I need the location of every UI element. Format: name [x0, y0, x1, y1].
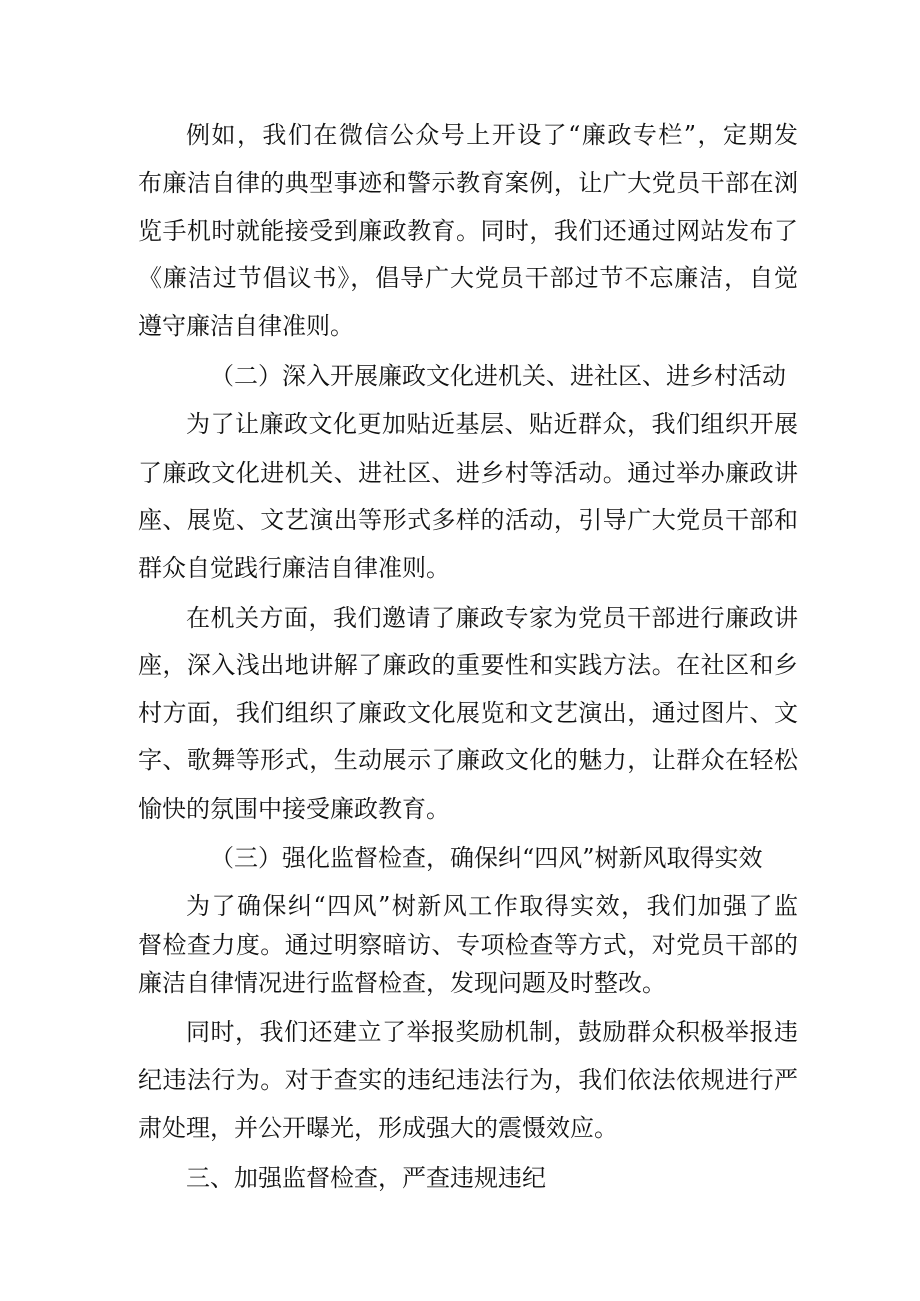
paragraph-4-line-3: 廉洁自律情况进行监督检查，发现问题及时整改。 — [138, 969, 666, 997]
paragraph-4-line-2: 督检查力度。通过明察暗访、专项检查等方式，对党员干部的 — [138, 931, 798, 959]
paragraph-5-line-2: 纪违法行为。对于查实的违纪违法行为，我们依法依规进行严 — [138, 1066, 798, 1094]
paragraph-1-line-1: 例如，我们在微信公众号上开设了“廉政专栏”，定期发 — [186, 121, 798, 149]
paragraph-2-line-3: 座、展览、文艺演出等形式多样的活动，引导广大党员干部和 — [138, 506, 798, 534]
paragraph-3-line-5: 愉快的氛围中接受廉政教育。 — [138, 795, 450, 823]
paragraph-2-line-2: 了廉政文化进机关、进社区、进乡村等活动。通过举办廉政讲 — [138, 459, 798, 487]
paragraph-1-line-2: 布廉洁自律的典型事迹和警示教育案例，让广大党员干部在浏 — [138, 169, 798, 197]
section-heading-3: （三）强化监督检查，确保纠“四风”树新风取得实效 — [210, 844, 763, 872]
paragraph-1-line-5: 遵守廉洁自律准则。 — [138, 312, 354, 340]
paragraph-5-line-3: 肃处理，并公开曝光，形成强大的震慑效应。 — [138, 1114, 618, 1142]
paragraph-4-line-1: 为了确保纠“四风”树新风工作取得实效，我们加强了监 — [186, 892, 798, 920]
paragraph-3-line-4: 字、歌舞等形式，生动展示了廉政文化的魅力，让群众在轻松 — [138, 746, 798, 774]
paragraph-3-line-2: 座，深入浅出地讲解了廉政的重要性和实践方法。在社区和乡 — [138, 651, 798, 679]
paragraph-2-line-1: 为了让廉政文化更加贴近基层、贴近群众，我们组织开展 — [186, 410, 798, 438]
paragraph-1-line-4: 《廉洁过节倡议书》，倡导广大党员干部过节不忘廉洁，自觉 — [138, 264, 798, 292]
paragraph-1-line-3: 览手机时就能接受到廉政教育。同时，我们还通过网站发布了 — [138, 217, 798, 245]
paragraph-5-line-1: 同时，我们还建立了举报奖励机制，鼓励群众积极举报违 — [186, 1018, 798, 1046]
paragraph-3-line-1: 在机关方面，我们邀请了廉政专家为党员干部进行廉政讲 — [186, 604, 798, 632]
paragraph-3-line-3: 村方面，我们组织了廉政文化展览和文艺演出，通过图片、文 — [138, 699, 798, 727]
paragraph-2-line-4: 群众自觉践行廉洁自律准则。 — [138, 554, 450, 582]
chapter-heading-3: 三、加强监督检查，严查违规违纪 — [186, 1164, 546, 1192]
section-heading-2: （二）深入开展廉政文化进机关、进社区、进乡村活动 — [210, 362, 786, 390]
